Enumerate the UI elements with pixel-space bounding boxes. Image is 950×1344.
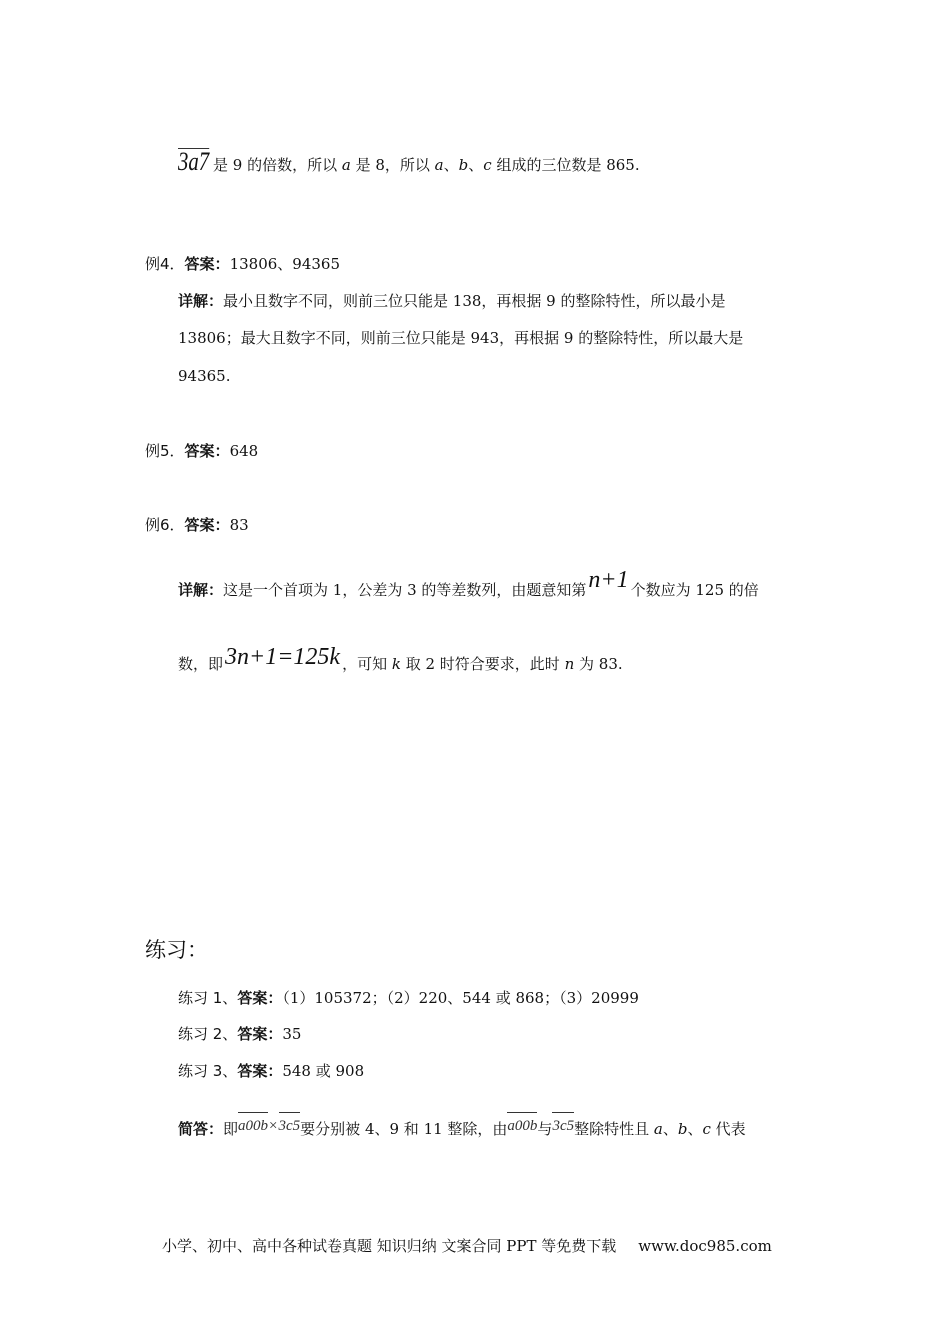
ex5-answer-label: 答案： [184,442,230,460]
footer-url[interactable]: www.doc985.com [638,1237,772,1255]
ex6-detail-text-6: 为 83. [574,655,623,673]
ex6-detail-text-1: 这是一个首项为 1，公差为 3 的等差数列，由题意知第 [223,581,587,599]
ex4-detail-line-1 [178,291,726,311]
sep: 、 [687,1120,703,1138]
footer [162,1236,772,1256]
intro-text-3: 组成的三位数是 865. [491,156,640,174]
brief-text-3: 与 [537,1120,553,1138]
ex6-detail-line-1 [178,567,759,605]
ex5-answer-line [145,441,258,461]
ex4-detail-text-1: 最小且数字不同，则前三位只能是 138，再根据 9 的整除特性，所以最小是 [223,292,726,310]
practice-1-answer-label: 答案： [237,989,283,1007]
var-a-2: a [434,156,444,174]
ex6-label: 例6． [145,516,185,534]
practice-2-label: 练习 2、 [178,1025,238,1043]
practice-3-label: 练习 3、 [178,1062,238,1080]
practice-title: 练习： [145,938,208,962]
ex6-detail-text-3: 数，即 [178,655,224,673]
brief-text-4: 整除特性且 [574,1120,654,1138]
ex4-detail-text-2: 13806；最大且数字不同，则前三位只能是 943，再根据 9 的整除特性，所以最大是 [178,329,744,347]
sep: 、 [443,156,459,174]
var-a: a [653,1120,663,1138]
formula-3n-plus-1-eq-125k: 3n+1=125k [225,644,341,670]
ex5-label: 例5． [145,442,185,460]
brief-text-5: 代表 [710,1120,746,1138]
ex6-detail-line-2 [178,644,623,679]
ex4-label: 例4． [145,255,185,273]
ex6-answer: 83 [229,516,249,534]
var-k: k [391,655,401,673]
ex6-detail-text-4: ，可知 [342,655,392,673]
var-c: c [702,1120,711,1138]
overline-a00b: a00b [238,1112,268,1138]
brief-text-2: 要分别被 4、9 和 11 整除，由 [300,1120,508,1138]
ex6-answer-label: 答案： [184,516,230,534]
ex4-answer-line [145,254,340,274]
var-c: c [483,156,492,174]
times-sign: × [269,1118,278,1134]
overline-3c5-2: 3c5 [552,1112,574,1138]
ex4-detail-label: 详解： [178,292,224,310]
ex6-detail-text-2: 个数应为 125 的倍 [630,581,759,599]
var-n: n [564,655,575,673]
practice-2-answer-label: 答案： [237,1025,283,1043]
ex4-detail-line-3 [178,366,231,386]
sep: 、 [662,1120,678,1138]
intro-text-1: 是 9 的倍数，所以 [213,156,342,174]
overline-3c5: 3c5 [279,1112,301,1138]
brief-answer-line [178,1116,746,1142]
ex4-detail-line-2 [178,328,743,348]
ex6-detail-label: 详解： [178,581,224,599]
practice-1-answer: （1）105372；（2）220、544 或 868；（3）20999 [282,989,639,1007]
footer-text: 小学、初中、高中各种试卷真题 知识归纳 文案合同 PPT 等免费下载 [162,1237,617,1255]
practice-3-line [178,1061,364,1081]
var-b: b [677,1120,688,1138]
practice-1-label: 练习 1、 [178,989,238,1007]
intro-text-2: 是 8，所以 [350,156,435,174]
brief-text-1: 即 [223,1120,239,1138]
practice-3-answer-label: 答案： [237,1062,283,1080]
practice-3-answer: 548 或 908 [282,1062,365,1080]
var-a: a [341,156,351,174]
overline-number-3a7: 3a7 [178,147,210,176]
ex4-answer-label: 答案： [184,255,230,273]
ex5-answer: 648 [229,442,259,460]
ex6-detail-text-5: 取 2 时符合要求，此时 [400,655,565,673]
overline-a00b-2: a00b [507,1112,537,1138]
practice-1-line [178,988,639,1008]
var-b: b [458,156,469,174]
ex6-answer-line [145,515,249,535]
sep: 、 [468,156,484,174]
intro-line [178,148,640,179]
ex4-answer: 13806、94365 [229,255,340,273]
practice-2-line [178,1024,301,1044]
formula-n-plus-1: n+1 [588,567,629,593]
ex4-detail-text-3: 94365. [178,367,231,385]
brief-label: 简答： [178,1120,224,1138]
practice-2-answer: 35 [282,1025,302,1043]
